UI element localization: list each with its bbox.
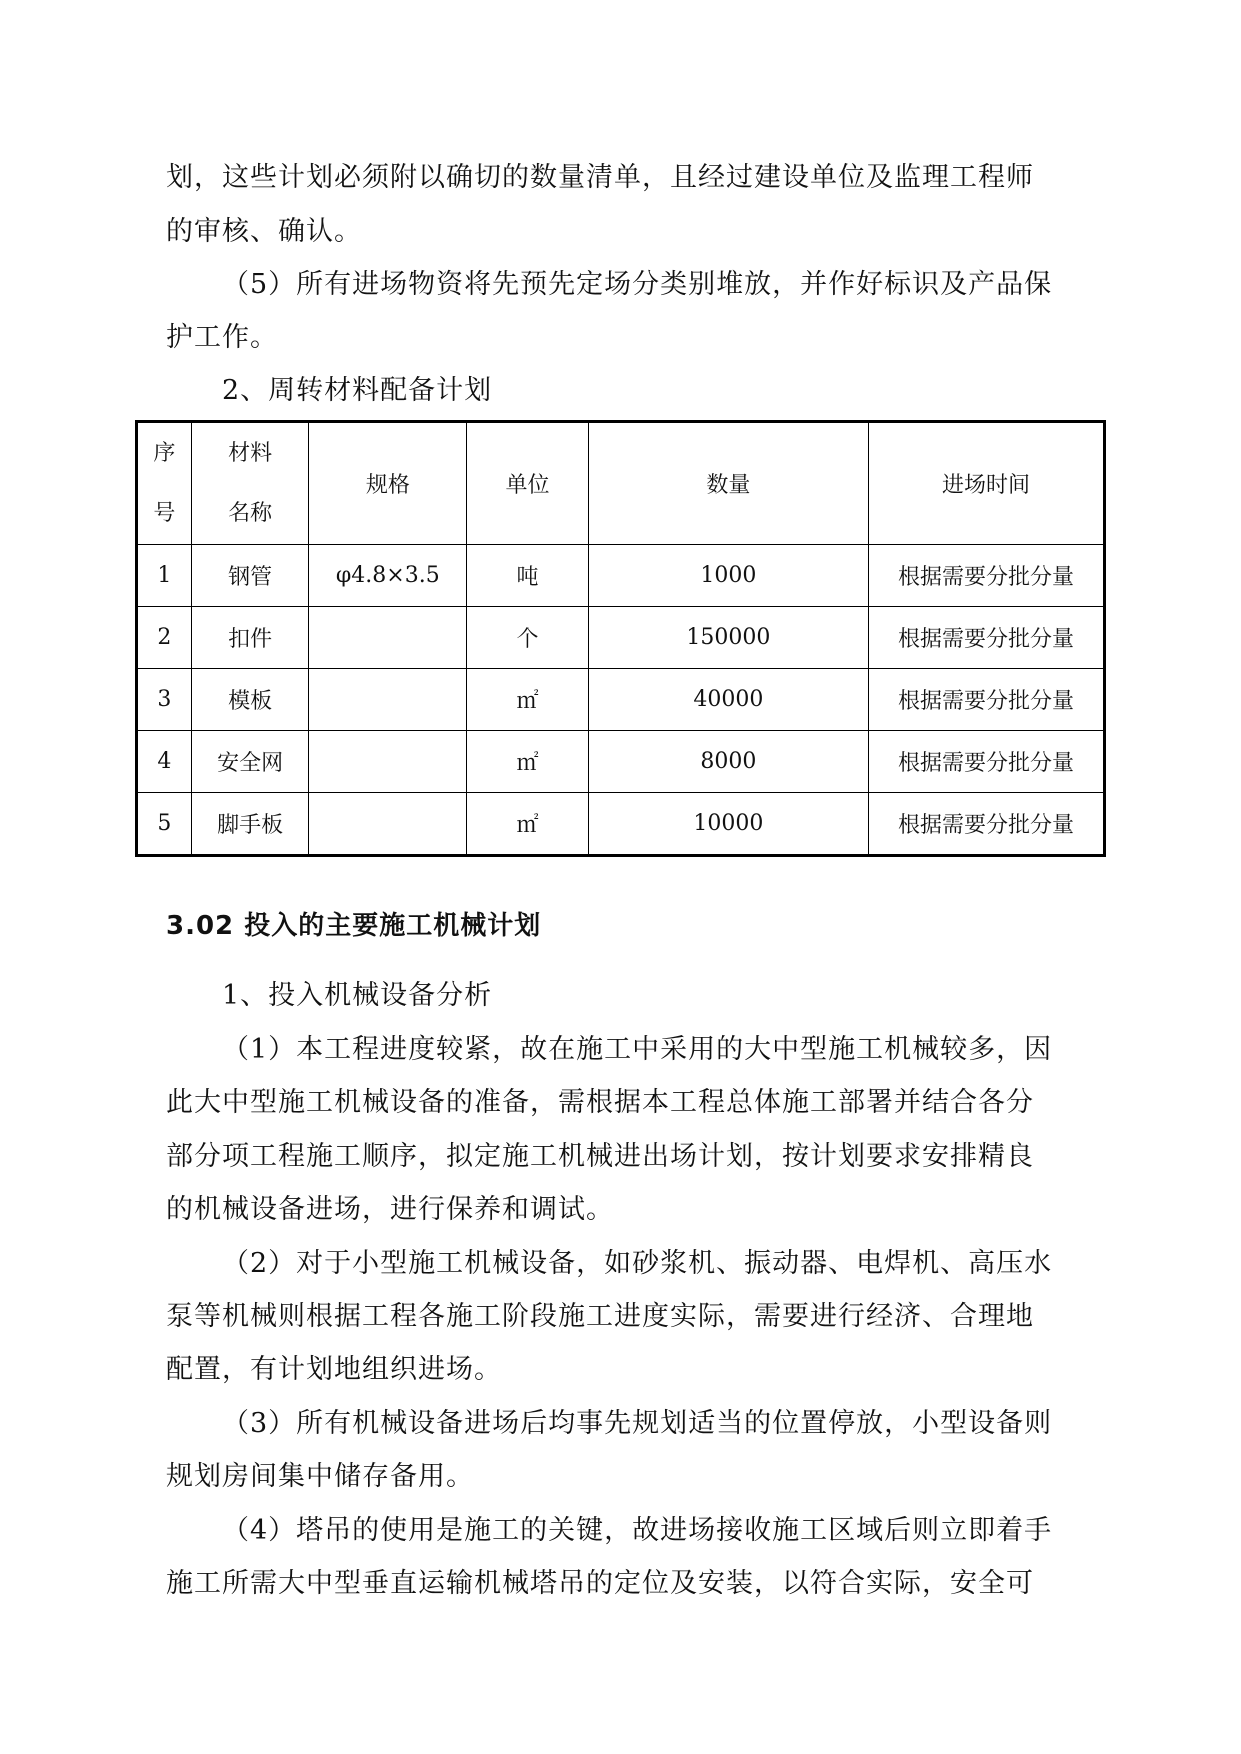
materials-table — [135, 420, 1106, 857]
table-row — [137, 607, 1105, 669]
cell-qty: 10000 — [588, 793, 868, 856]
cell-unit: ㎡ — [467, 731, 589, 793]
paragraph-line: 划，这些计划必须附以确切的数量清单，且经过建设单位及监理工程师 — [166, 162, 1034, 193]
cell-time: 根据需要分批分量 — [868, 545, 1104, 607]
table-row — [137, 669, 1105, 731]
cell-name: 安全网 — [191, 731, 309, 793]
paragraph-line: （4）塔吊的使用是施工的关键，故进场接收施工区域后则立即着手 — [222, 1515, 1053, 1546]
paragraph-line: （1）本工程进度较紧，故在施工中采用的大中型施工机械较多，因 — [222, 1034, 1053, 1065]
paragraph-line: 护工作。 — [166, 322, 278, 353]
cell-spec — [309, 669, 467, 731]
cell-qty: 40000 — [588, 669, 868, 731]
paragraph-line: 此大中型施工机械设备的准备，需根据本工程总体施工部署并结合各分 — [166, 1087, 1034, 1118]
cell-time: 根据需要分批分量 — [868, 669, 1104, 731]
table-row — [137, 731, 1105, 793]
paragraph-line: 施工所需大中型垂直运输机械塔吊的定位及安装，以符合实际，安全可 — [166, 1568, 1034, 1599]
paragraph-line: （5）所有进场物资将先预先定场分类别堆放，并作好标识及产品保 — [222, 269, 1053, 300]
cell-qty: 150000 — [588, 607, 868, 669]
cell-unit: 个 — [467, 607, 589, 669]
section-heading: 3.02 投入的主要施工机械计划 — [166, 911, 542, 941]
table-caption: 2、周转材料配备计划 — [222, 375, 493, 406]
cell-name: 脚手板 — [191, 793, 309, 856]
header-unit: 单位 — [467, 422, 589, 545]
header-time: 进场时间 — [868, 422, 1104, 545]
table-header-row — [137, 422, 1105, 545]
paragraph-line: 部分项工程施工顺序，拟定施工机械进出场计划，按计划要求安排精良 — [166, 1141, 1034, 1172]
cell-seq: 3 — [137, 669, 192, 731]
cell-name: 模板 — [191, 669, 309, 731]
paragraph-line: 配置，有计划地组织进场。 — [166, 1354, 502, 1385]
paragraph-line: 泵等机械则根据工程各施工阶段施工进度实际，需要进行经济、合理地 — [166, 1301, 1034, 1332]
paragraph-line: （3）所有机械设备进场后均事先规划适当的位置停放，小型设备则 — [222, 1408, 1053, 1439]
paragraph-line: 1、投入机械设备分析 — [222, 980, 493, 1011]
cell-time: 根据需要分批分量 — [868, 793, 1104, 856]
header-seq: 序 号 — [137, 422, 192, 545]
cell-spec — [309, 731, 467, 793]
header-spec: 规格 — [309, 422, 467, 545]
cell-unit: ㎡ — [467, 669, 589, 731]
cell-seq: 5 — [137, 793, 192, 856]
header-name: 材料 名称 — [191, 422, 309, 545]
cell-spec — [309, 607, 467, 669]
cell-name: 扣件 — [191, 607, 309, 669]
header-qty: 数量 — [588, 422, 868, 545]
paragraph-line: 的机械设备进场，进行保养和调试。 — [166, 1194, 614, 1225]
paragraph-line: （2）对于小型施工机械设备，如砂浆机、振动器、电焊机、高压水 — [222, 1248, 1053, 1279]
paragraph-line: 的审核、确认。 — [166, 216, 362, 247]
cell-qty: 8000 — [588, 731, 868, 793]
cell-name: 钢管 — [191, 545, 309, 607]
cell-time: 根据需要分批分量 — [868, 607, 1104, 669]
cell-time: 根据需要分批分量 — [868, 731, 1104, 793]
cell-seq: 2 — [137, 607, 192, 669]
table-row — [137, 545, 1105, 607]
cell-spec: φ4.8×3.5 — [309, 545, 467, 607]
table-row — [137, 793, 1105, 856]
paragraph-line: 规划房间集中储存备用。 — [166, 1461, 474, 1492]
cell-qty: 1000 — [588, 545, 868, 607]
cell-spec — [309, 793, 467, 856]
cell-seq: 4 — [137, 731, 192, 793]
cell-unit: 吨 — [467, 545, 589, 607]
cell-unit: ㎡ — [467, 793, 589, 856]
cell-seq: 1 — [137, 545, 192, 607]
